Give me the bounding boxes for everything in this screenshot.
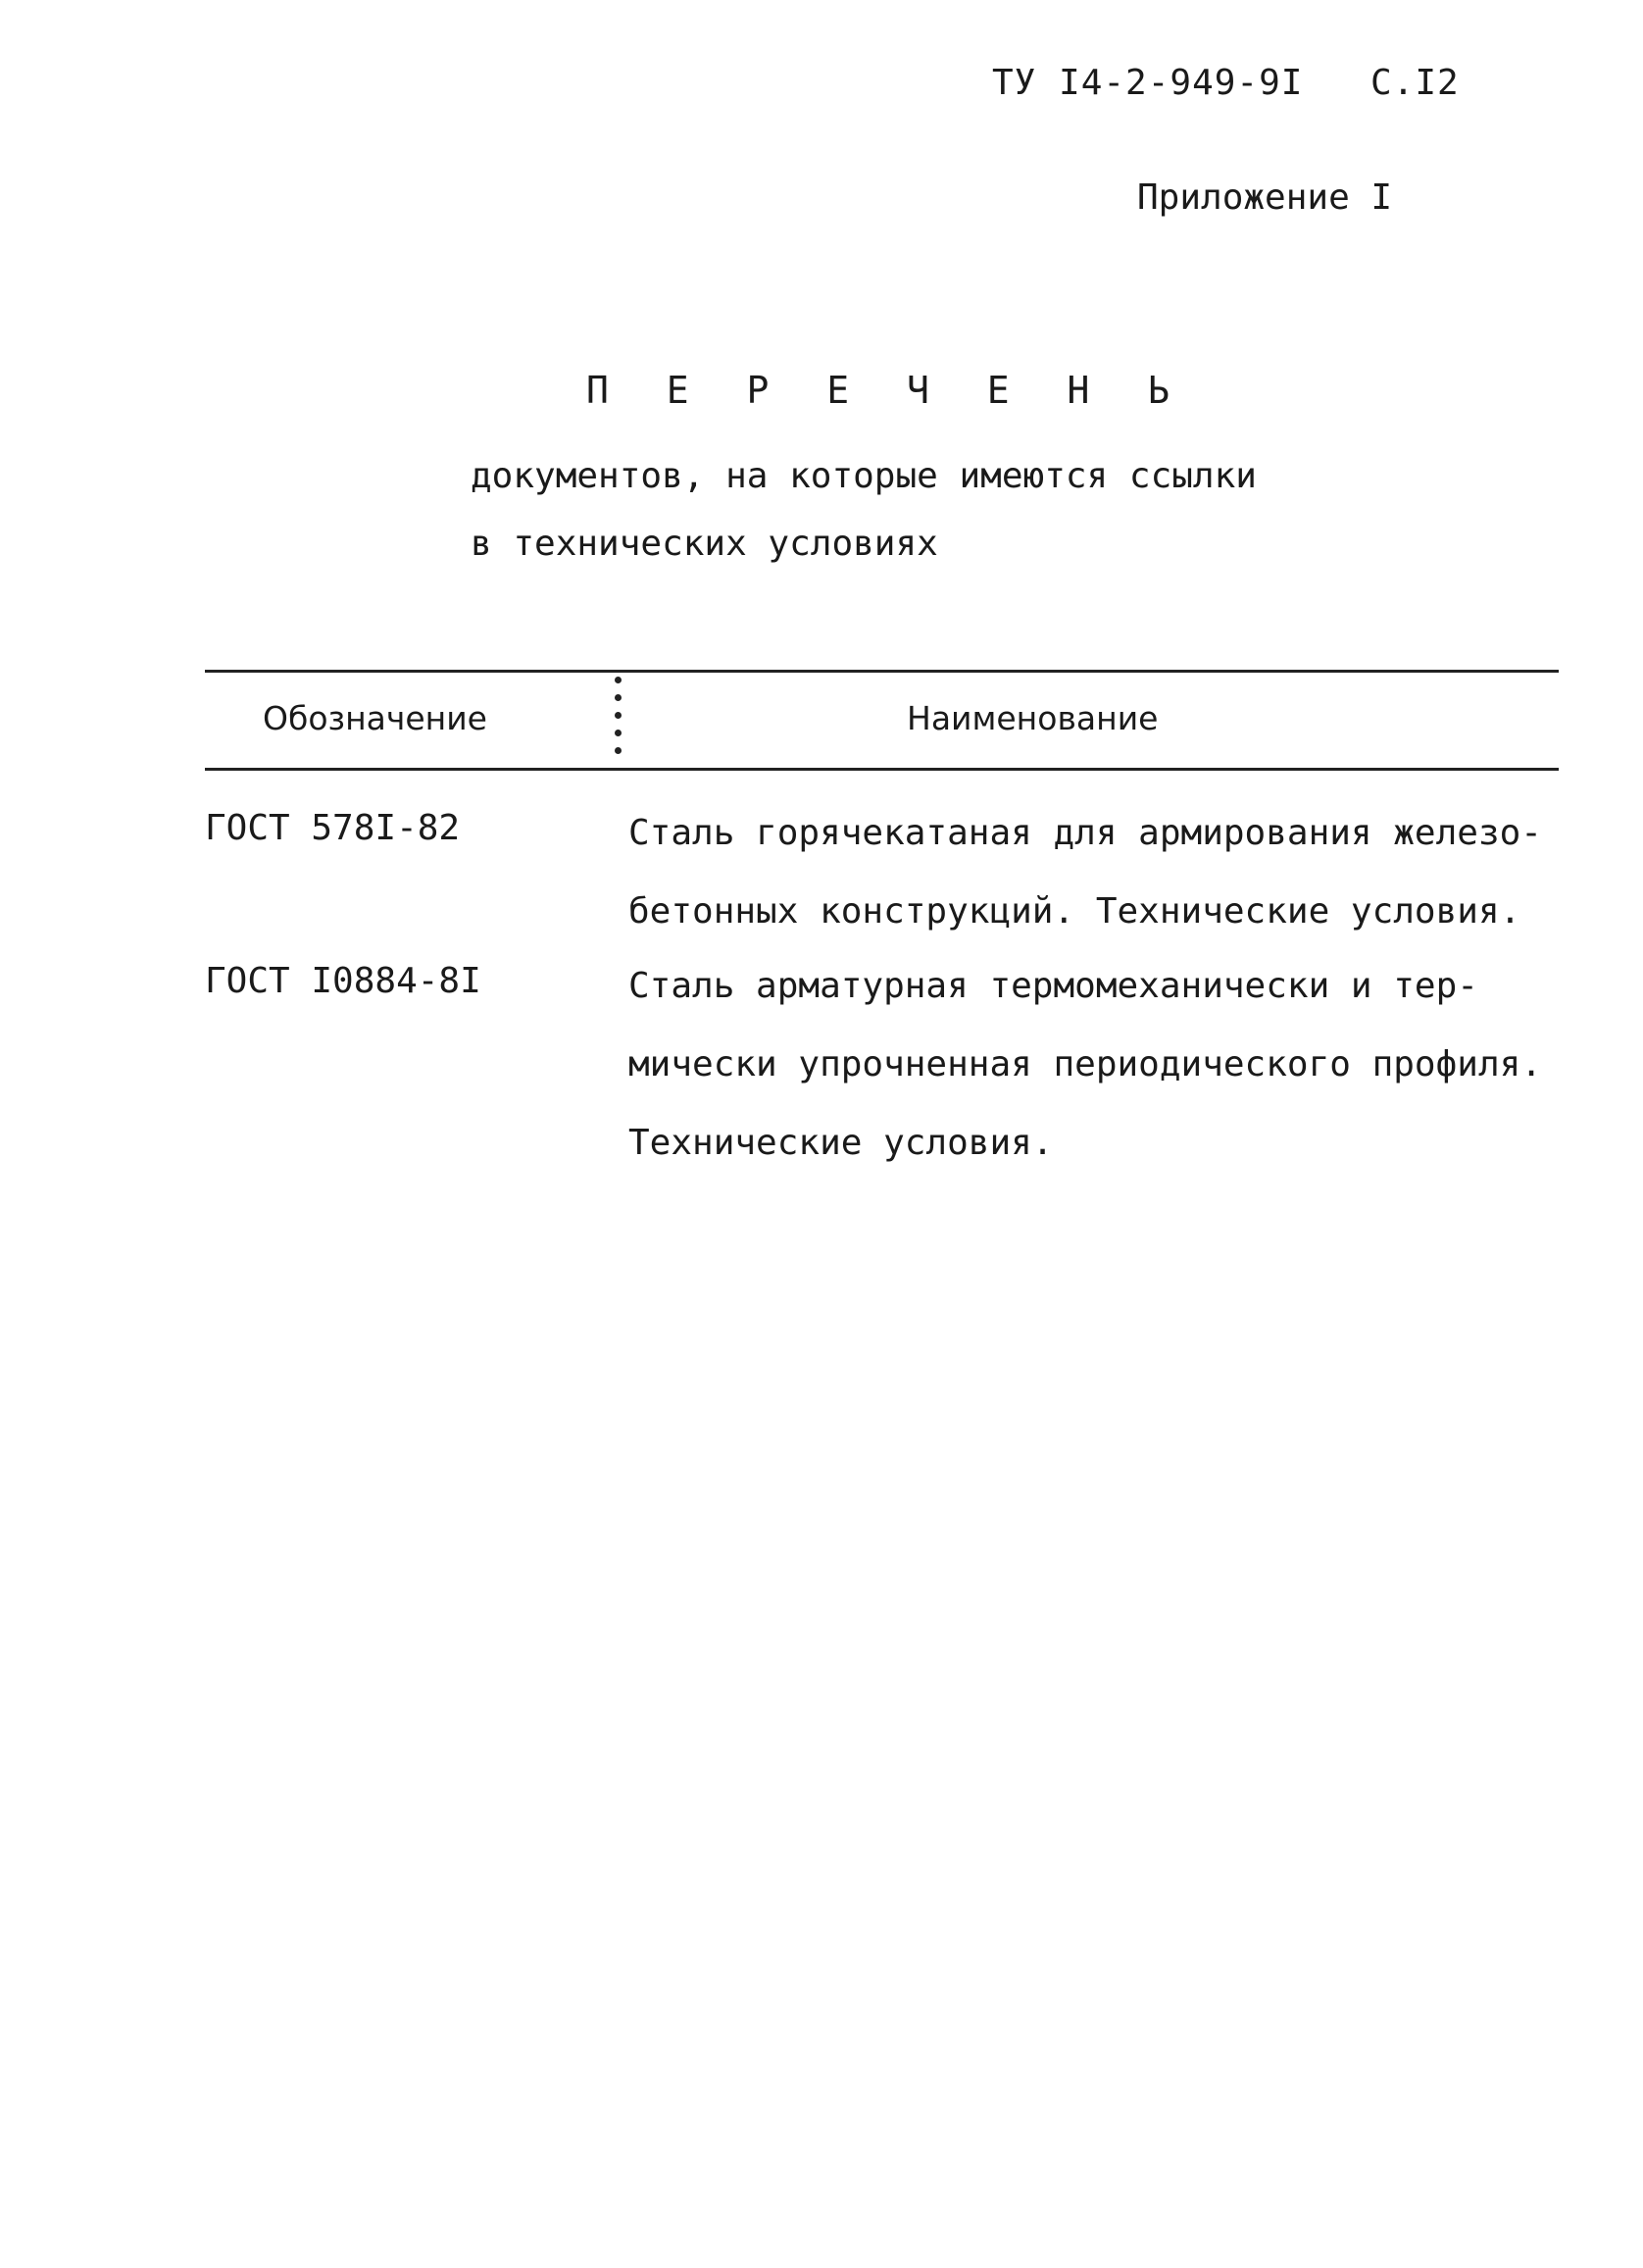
document-code: ТУ I4-2-949-9I (992, 63, 1304, 103)
column-header-designation: Обозначение (263, 699, 487, 737)
row-name-line: Сталь арматурная термомеханически и тер- (628, 966, 1478, 1006)
page-number: С.I2 (1370, 63, 1460, 103)
column-header-name: Наименование (907, 699, 1159, 737)
column-separator (615, 677, 622, 765)
table-header-rule (205, 768, 1559, 771)
row-designation: ГОСТ I0884-8I (205, 961, 481, 1001)
row-name (628, 794, 1569, 951)
row-name-line: мически упрочненная периодического профиля. (628, 1044, 1542, 1084)
row-name-line: Сталь горячекатаная для армирования железо- (628, 813, 1542, 853)
row-name-line: бетонных конструкций. Технические условия. (628, 891, 1521, 932)
appendix-label: Приложение I (1137, 177, 1393, 218)
subtitle-line: в технических условиях (471, 524, 938, 564)
document-title: П Е Р Е Ч Е Н Ь (586, 369, 1188, 412)
table-top-rule (205, 670, 1559, 673)
row-designation: ГОСТ 578I-82 (205, 808, 461, 848)
row-name-line: Технические условия. (628, 1123, 1054, 1163)
subtitle-line: документов, на которые имеются ссылки (471, 456, 1257, 496)
row-name (628, 947, 1569, 1183)
